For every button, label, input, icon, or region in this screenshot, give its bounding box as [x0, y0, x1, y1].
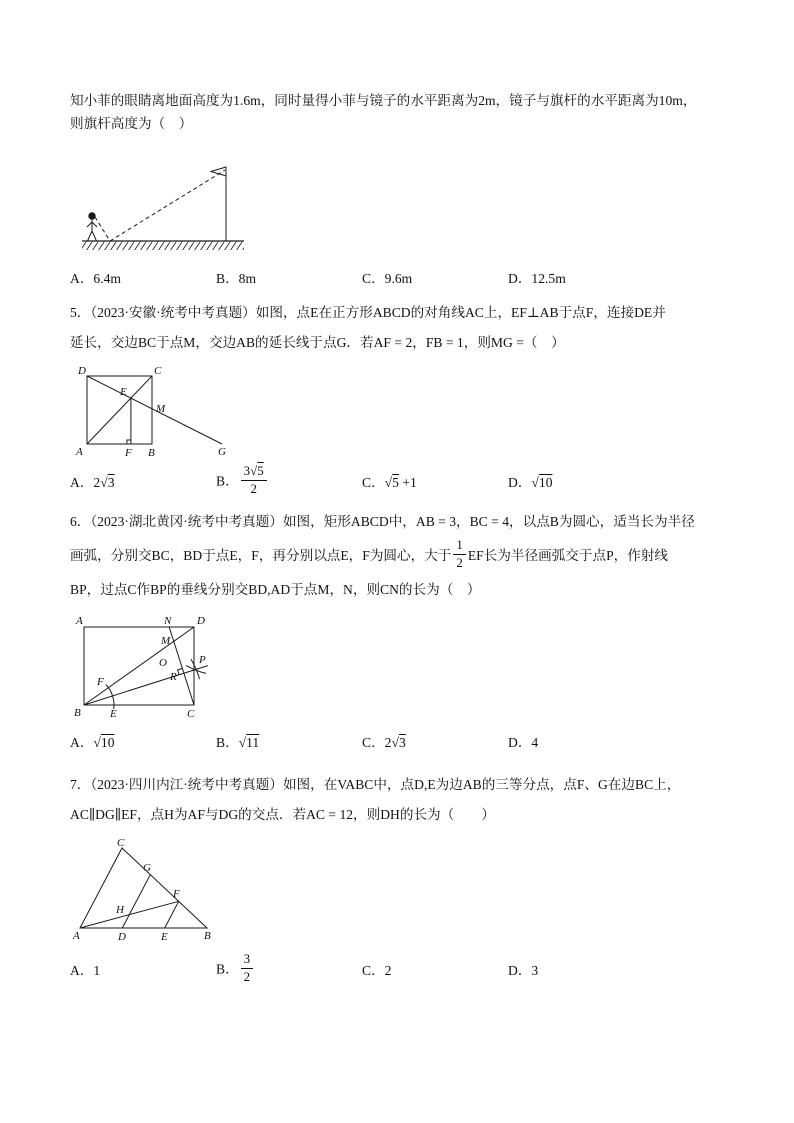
option-text: 6.4m	[93, 271, 121, 286]
q6-option-d	[508, 731, 654, 754]
radicand: 11	[246, 734, 260, 750]
label-G: G	[218, 446, 226, 458]
label-A: A	[76, 446, 83, 458]
q5-option-b	[216, 463, 362, 499]
text-before-fraction: 画弧，分别交BC，BD于点E，F，再分别以点E，F为圆心，大于	[70, 547, 452, 563]
label-B: B	[148, 447, 155, 459]
label-C: C	[117, 837, 125, 849]
q7-option-a	[70, 959, 216, 982]
option-label: D．	[508, 734, 532, 750]
sqrt-sign: √	[93, 734, 101, 750]
flag-pennant	[211, 167, 226, 176]
option-text: 2	[384, 962, 392, 978]
label-B: B	[204, 929, 211, 942]
q4-figure	[74, 161, 724, 253]
sightline-mirror-to-poletop	[110, 170, 225, 241]
segment-ef	[165, 901, 179, 928]
label-A: A	[76, 614, 83, 627]
q4-option-c	[362, 267, 508, 290]
label-F: F	[97, 675, 104, 688]
triangle-abc-figure	[72, 838, 232, 946]
sqrt-sign: √	[391, 734, 399, 750]
option-label: B．	[216, 473, 239, 489]
label-G: G	[143, 861, 151, 874]
q7-line-2: AC∥DG∥EF，点H为AF与DG的交点．若AC = 12，则DH的长为（ ）	[70, 806, 496, 822]
label-C: C	[187, 707, 195, 720]
q5-options	[70, 463, 724, 499]
option-text: 9.6m	[384, 271, 413, 286]
label-M: M	[161, 634, 171, 647]
option-label: C．	[362, 474, 385, 490]
q7-option-c	[362, 959, 508, 982]
q7-option-d	[508, 959, 654, 982]
option-label: B．	[216, 734, 239, 750]
q5-option-a	[70, 471, 216, 494]
q6-line-3: BP，过点C作BP的垂线分别交BD,AD于点M，N，则CN的长为（ ）	[70, 581, 481, 597]
q7-options	[70, 950, 724, 987]
q4-line-1: 知小菲的眼睛离地面高度为1.6m，同时量得小菲与镜子的水平距离为2m，镜子与旗杆的水平距离为10m，	[70, 93, 697, 108]
option-text: 12.5m	[531, 271, 566, 286]
fraction-numerator: 1	[453, 538, 465, 555]
person-arm-left	[87, 222, 92, 227]
option-label: D．	[508, 271, 532, 286]
option-label: C．	[362, 271, 385, 286]
sqrt-sign: √	[384, 474, 393, 490]
option-text: 8m	[238, 271, 257, 286]
q6-figure	[72, 613, 724, 721]
option-label: B．	[216, 271, 239, 286]
fraction-denominator: 2	[250, 480, 257, 496]
label-D: D	[118, 930, 126, 943]
line-d-to-g	[87, 376, 222, 444]
perpendicular-cn	[169, 627, 194, 705]
fraction	[241, 464, 267, 497]
q6-option-a	[70, 731, 216, 754]
sqrt-sign: √	[238, 734, 247, 750]
figure-lines	[84, 627, 208, 709]
sqrt-sign: √	[531, 474, 539, 490]
label-E: E	[161, 930, 168, 943]
suffix: +1	[398, 474, 417, 490]
option-label: A．	[70, 271, 94, 286]
radicand: 10	[538, 474, 553, 490]
right-angle-mark	[127, 440, 131, 444]
figure-lines	[87, 376, 222, 444]
label-D: D	[197, 614, 205, 627]
option-label: C．	[362, 734, 385, 750]
fraction-numerator	[241, 464, 267, 481]
q5-figure	[72, 364, 724, 460]
sightline-eye-to-mirror	[95, 217, 110, 241]
figure-lines	[80, 848, 207, 928]
q4-line-2: 则旗杆高度为（ ）	[70, 116, 193, 131]
q5-option-c	[362, 471, 508, 494]
label-F: F	[173, 887, 180, 900]
radicand: 5	[257, 463, 264, 478]
square-abcd-figure	[72, 364, 252, 460]
option-label: A．	[70, 474, 94, 490]
q7-figure	[72, 838, 724, 946]
figure-lines	[82, 167, 244, 250]
label-M: M	[156, 403, 166, 415]
fraction-numerator: 3	[241, 952, 253, 969]
person-arm-right	[92, 222, 97, 227]
q6-line-1: 6．（2023·湖北黄冈·统考中考真题）如图，矩形ABCD中，AB = 3，BC = 4，以点B为圆心，适当长为半径	[70, 513, 695, 529]
label-E: E	[110, 707, 117, 720]
label-O: O	[159, 656, 167, 669]
q4-options	[70, 267, 724, 290]
q6-option-c	[362, 731, 508, 754]
fraction	[241, 952, 253, 985]
q4-option-a	[70, 267, 216, 290]
option-label: B．	[216, 961, 239, 977]
option-label: A．	[70, 962, 94, 978]
mirror-flagpole-figure	[74, 161, 284, 253]
fraction-denominator: 2	[456, 555, 463, 571]
q6-options	[70, 731, 724, 754]
option-text: 4	[531, 734, 539, 750]
option-text: 1	[93, 962, 101, 978]
label-H: H	[116, 903, 124, 916]
diagonal-bd	[84, 627, 194, 705]
q5-option-d	[508, 471, 654, 494]
label-E: E	[120, 386, 127, 398]
sqrt-sign: √	[250, 463, 258, 478]
sqrt-sign: √	[100, 474, 108, 490]
q4-option-b	[216, 267, 362, 290]
label-F: F	[125, 447, 132, 459]
label-D: D	[78, 365, 86, 377]
option-label: D．	[508, 474, 532, 490]
segment-dg	[122, 875, 150, 928]
fraction-one-half	[453, 538, 465, 571]
option-label: D．	[508, 962, 532, 978]
q6-option-b	[216, 731, 362, 754]
label-A: A	[73, 929, 80, 942]
label-N: N	[164, 614, 172, 627]
rectangle-abcd-figure	[72, 613, 247, 721]
radicand: 3	[107, 474, 115, 490]
q5-line-1: 5．（2023·安徽·统考中考真题）如图，点E在正方形ABCD的对角线AC上，EF⊥AB于点F，连接DE并	[70, 305, 666, 320]
fraction-denominator: 2	[243, 968, 251, 984]
person-leg-right	[92, 231, 97, 241]
q6-line-2	[70, 539, 724, 573]
radicand: 5	[392, 474, 399, 490]
person-head	[89, 213, 95, 219]
radicand: 10	[100, 734, 115, 750]
coefficient: 2	[93, 474, 101, 490]
ground-hatch	[82, 241, 244, 250]
segment-af	[80, 901, 179, 928]
radicand: 3	[398, 734, 406, 750]
label-P: P	[199, 653, 206, 666]
q4-option-d	[508, 267, 654, 290]
person-leg-left	[88, 231, 93, 241]
option-label: C．	[362, 962, 385, 978]
q5-line-2: 延长，交边BC于点M，交边AB的延长线于点G．若AF = 2，FB = 1，则MG =（ ）	[70, 335, 565, 350]
q7-option-b	[216, 950, 362, 987]
coefficient: 2	[384, 734, 392, 750]
label-B: B	[74, 706, 81, 719]
q7-line-1: 7．（2023·四川内江·统考中考真题）如图，在VABC中，点D,E为边AB的三等分点，点F、G在边BC上，	[70, 776, 681, 792]
option-label: A．	[70, 734, 94, 750]
label-C: C	[154, 365, 162, 377]
option-text: 3	[531, 962, 539, 978]
label-R: R	[170, 670, 177, 683]
text-after-fraction: EF长为半径画弧交于点P，作射线	[467, 547, 669, 563]
coefficient: 3	[243, 463, 251, 478]
